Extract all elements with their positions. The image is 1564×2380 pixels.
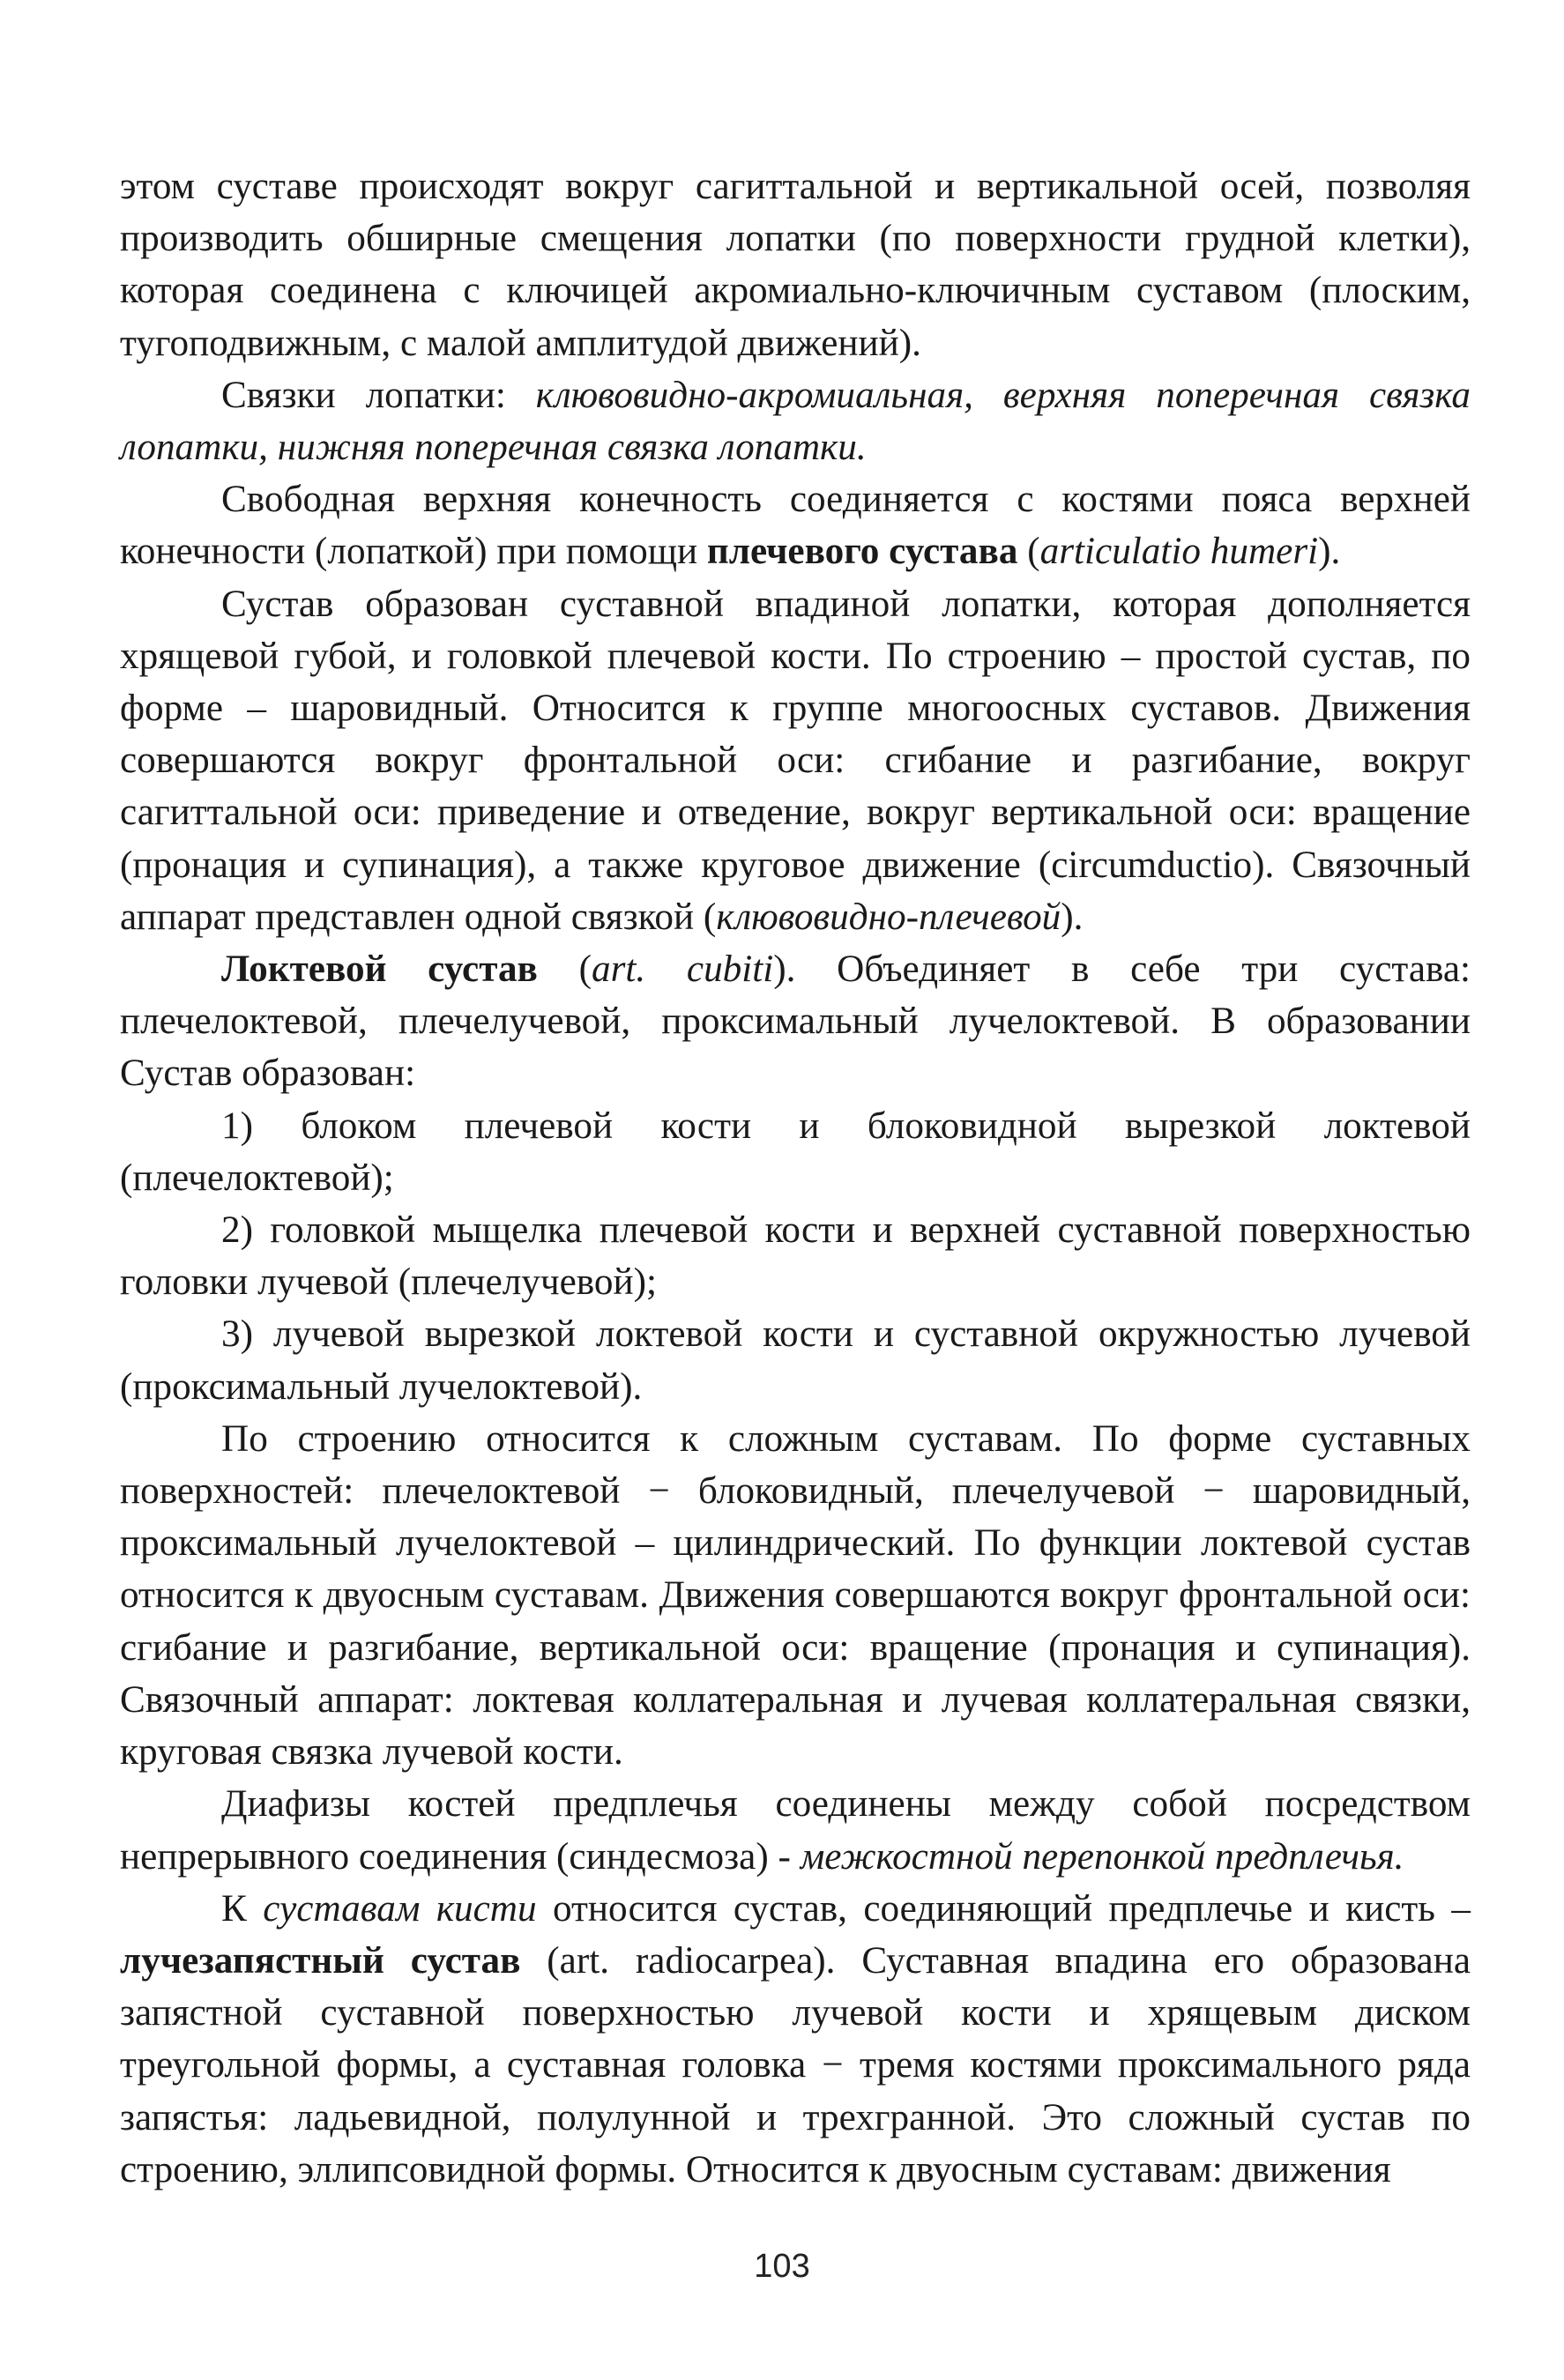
paragraph-shoulder-structure: Сустав образован суставной впадиной лопатки, которая дополняется хрящевой губой, и головкой плечевой кости. По строению – простой сустав, по форме – шаровидный. Относится к группе многоосных суставов. Движения совершаются вокруг фронтальной оси: сгибание и разгибание, вокруг сагиттальной оси: приведение и отведение, вокруг вертикальной оси: вращение (пронация и супинация), а также круговое движение (circumductio). Связочный аппарат представлен одной связкой (клювовидно-плечевой). [120, 583, 1471, 938]
body-text [120, 160, 1471, 2196]
italic-term: articulatio humeri [1039, 531, 1319, 573]
paragraph-wrist-joint: К суставам кисти относится сустав, соединяющий предплечье и кисть – лучезапястный сустав (art. radiocarpea). Суставная впадина его образована запястной суставной поверхностью лучевой кости и хрящевым диском треугольной формы, а суставная головка − тремя костями проксимального ряда запястья: ладьевидной, полулунной и трехгранной. Это сложный сустав по строению, эллипсовидной формы. Относится к двуосным суставам: движения [120, 1887, 1471, 2190]
list-item: 1) блоком плечевой кости и блоковидной вырезкой локтевой (плечелоктевой); [120, 1104, 1471, 1199]
paragraph-forearm: Диафизы костей предплечья соединены между собой посредством непрерывного соединения (синдесмоза) - межкостной перепонкой предплечья. [120, 1783, 1471, 1878]
bold-term: Локтевой сустав [221, 948, 538, 991]
list-item: 3) лучевой вырезкой локтевой кости и суставной окружностью лучевой (проксимальный лучелоктевой). [120, 1313, 1471, 1408]
italic-term: art. cubiti [591, 948, 774, 991]
list-item: 2) головкой мыщелка плечевой кости и верхней суставной поверхностью головки лучевой (плечелучевой); [120, 1209, 1471, 1304]
bold-term: плечевого сустава [706, 531, 1018, 573]
italic-term: межкостной перепонкой предплечья. [800, 1835, 1404, 1878]
italic-term: суставам кисти [263, 1887, 537, 1930]
italic-term: клювовидно-плечевой [716, 896, 1061, 938]
page-number: 103 [754, 2248, 810, 2285]
italic-term: клювовидно-акромиальная, верхняя поперечная связка лопатки, нижняя поперечная связка лопатки. [120, 374, 1471, 469]
paragraph: этом суставе происходят вокруг сагиттальной и вертикальной осей, позволяя производить обширные смещения лопатки (по поверхности грудной клетки), которая соединена с ключицей акромиально-ключичным суставом (плоским, тугоподвижным, с малой амплитудой движений). [120, 166, 1471, 364]
paragraph-elbow-structure: По строению относится к сложным суставам. По форме суставных поверхностей: плечелоктевой − блоковидный, плечелучевой − шаровидный, проксимальный лучелоктевой – цилиндрический. По функции локтевой сустав относится к двуосным суставам. Движения совершаются вокруг фронтальной оси: сгибание и разгибание, вертикальной оси: вращение (пронация и супинация). Связочный аппарат: локтевая коллатеральная и лучевая коллатеральная связки, круговая связка лучевой кости. [120, 1417, 1471, 1774]
paragraph-scapula-ligaments: Связки лопатки: клювовидно-акромиальная, верхняя поперечная связка лопатки, нижняя поперечная связка лопатки. [120, 374, 1471, 469]
bold-term: лучезапястный сустав [120, 1939, 521, 1982]
paragraph-shoulder-joint: Свободная верхняя конечность соединяется с костями пояса верхней конечности (лопаткой) при помощи плечевого сустава (articulatio humeri). [120, 479, 1471, 573]
paragraph-elbow-joint: Локтевой сустав (art. cubiti). Объединяет в себе три сустава: плечелоктевой, плечелучевой, проксимальный лучелоктевой. В образовании Сустав образован: [120, 948, 1471, 1095]
